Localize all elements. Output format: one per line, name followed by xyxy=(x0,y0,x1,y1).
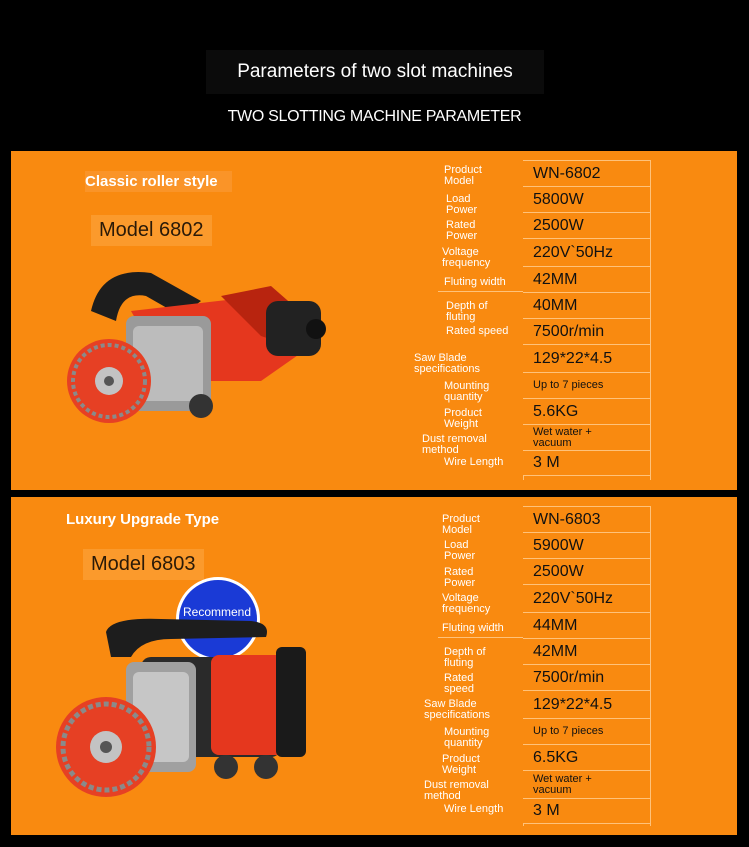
spec-label: Wire Length xyxy=(444,456,504,468)
spec-label: Saw Blade specifications xyxy=(424,698,491,721)
wall-chaser-machine-image xyxy=(51,617,311,817)
spec-value: 129*22*4.5 xyxy=(523,344,650,372)
spec-value: 44MM xyxy=(523,612,650,638)
spec-label: Fluting width xyxy=(444,276,506,288)
spec-label: Mounting quantity xyxy=(444,380,490,403)
spec-value: 40MM xyxy=(523,292,650,318)
spec-label: Product Weight xyxy=(444,407,482,430)
spec-value: 7500r/min xyxy=(523,664,650,690)
spec-label: Load Power xyxy=(446,193,478,216)
machine-style-title: Classic roller style xyxy=(85,171,232,192)
spec-label: Rated speed xyxy=(444,672,474,695)
spec-value: 5900W xyxy=(523,532,650,558)
spec-label: Rated speed xyxy=(446,325,509,337)
machine-panel-6802 xyxy=(11,151,737,490)
wall-chaser-machine-image xyxy=(61,261,331,451)
spec-label: Product Weight xyxy=(442,753,480,776)
spec-value: 42MM xyxy=(523,638,650,664)
spec-value: 7500r/min xyxy=(523,318,650,344)
spec-label: Mounting quantity xyxy=(444,726,490,749)
spec-label: Dust removal method xyxy=(424,779,489,802)
spec-value: 220V`50Hz xyxy=(523,584,650,612)
spec-table-6803 xyxy=(424,506,652,826)
spec-value: Up to 7 pieces xyxy=(523,718,650,744)
spec-value: 5800W xyxy=(523,186,650,212)
spec-value: WN-6803 xyxy=(523,506,650,532)
spec-label: Voltage frequency xyxy=(442,246,491,269)
page-subtitle: TWO SLOTTING MACHINE PARAMETER xyxy=(227,108,522,125)
spec-value: 6.5KG xyxy=(523,744,650,770)
spec-label: Rated Power xyxy=(446,219,478,242)
machine-panel-6803 xyxy=(11,497,737,835)
page-title: Parameters of two slot machines xyxy=(206,50,544,94)
spec-label: Voltage frequency xyxy=(442,592,491,615)
spec-label: Product Model xyxy=(444,164,482,187)
model-label: Model 6803 xyxy=(83,549,204,580)
spec-value: Wet water + vacuum xyxy=(523,424,650,450)
spec-label: Dust removal method xyxy=(422,433,487,456)
spec-value: 2500W xyxy=(523,558,650,584)
spec-value: WN-6802 xyxy=(523,160,650,186)
recommended-badge: Recommend xyxy=(176,577,260,661)
spec-value: 3 M xyxy=(523,450,650,476)
spec-value: Up to 7 pieces xyxy=(523,372,650,398)
spec-table-6802 xyxy=(414,160,652,480)
spec-value: 220V`50Hz xyxy=(523,238,650,266)
spec-label: Depth of fluting xyxy=(446,300,488,323)
spec-label: Fluting width xyxy=(442,622,504,634)
spec-value: 42MM xyxy=(523,266,650,292)
spec-label: Rated Power xyxy=(444,566,476,589)
spec-value: 129*22*4.5 xyxy=(523,690,650,718)
spec-label: Wire Length xyxy=(444,803,504,815)
spec-label: Load Power xyxy=(444,539,476,562)
spec-label: Saw Blade specifications xyxy=(414,352,481,375)
spec-label: Product Model xyxy=(442,513,480,536)
spec-value: Wet water + vacuum xyxy=(523,770,650,798)
spec-value: 2500W xyxy=(523,212,650,238)
model-label: Model 6802 xyxy=(91,215,212,246)
spec-value: 3 M xyxy=(523,798,650,824)
spec-value: 5.6KG xyxy=(523,398,650,424)
machine-style-title: Luxury Upgrade Type xyxy=(66,511,220,528)
spec-label: Depth of fluting xyxy=(444,646,486,669)
